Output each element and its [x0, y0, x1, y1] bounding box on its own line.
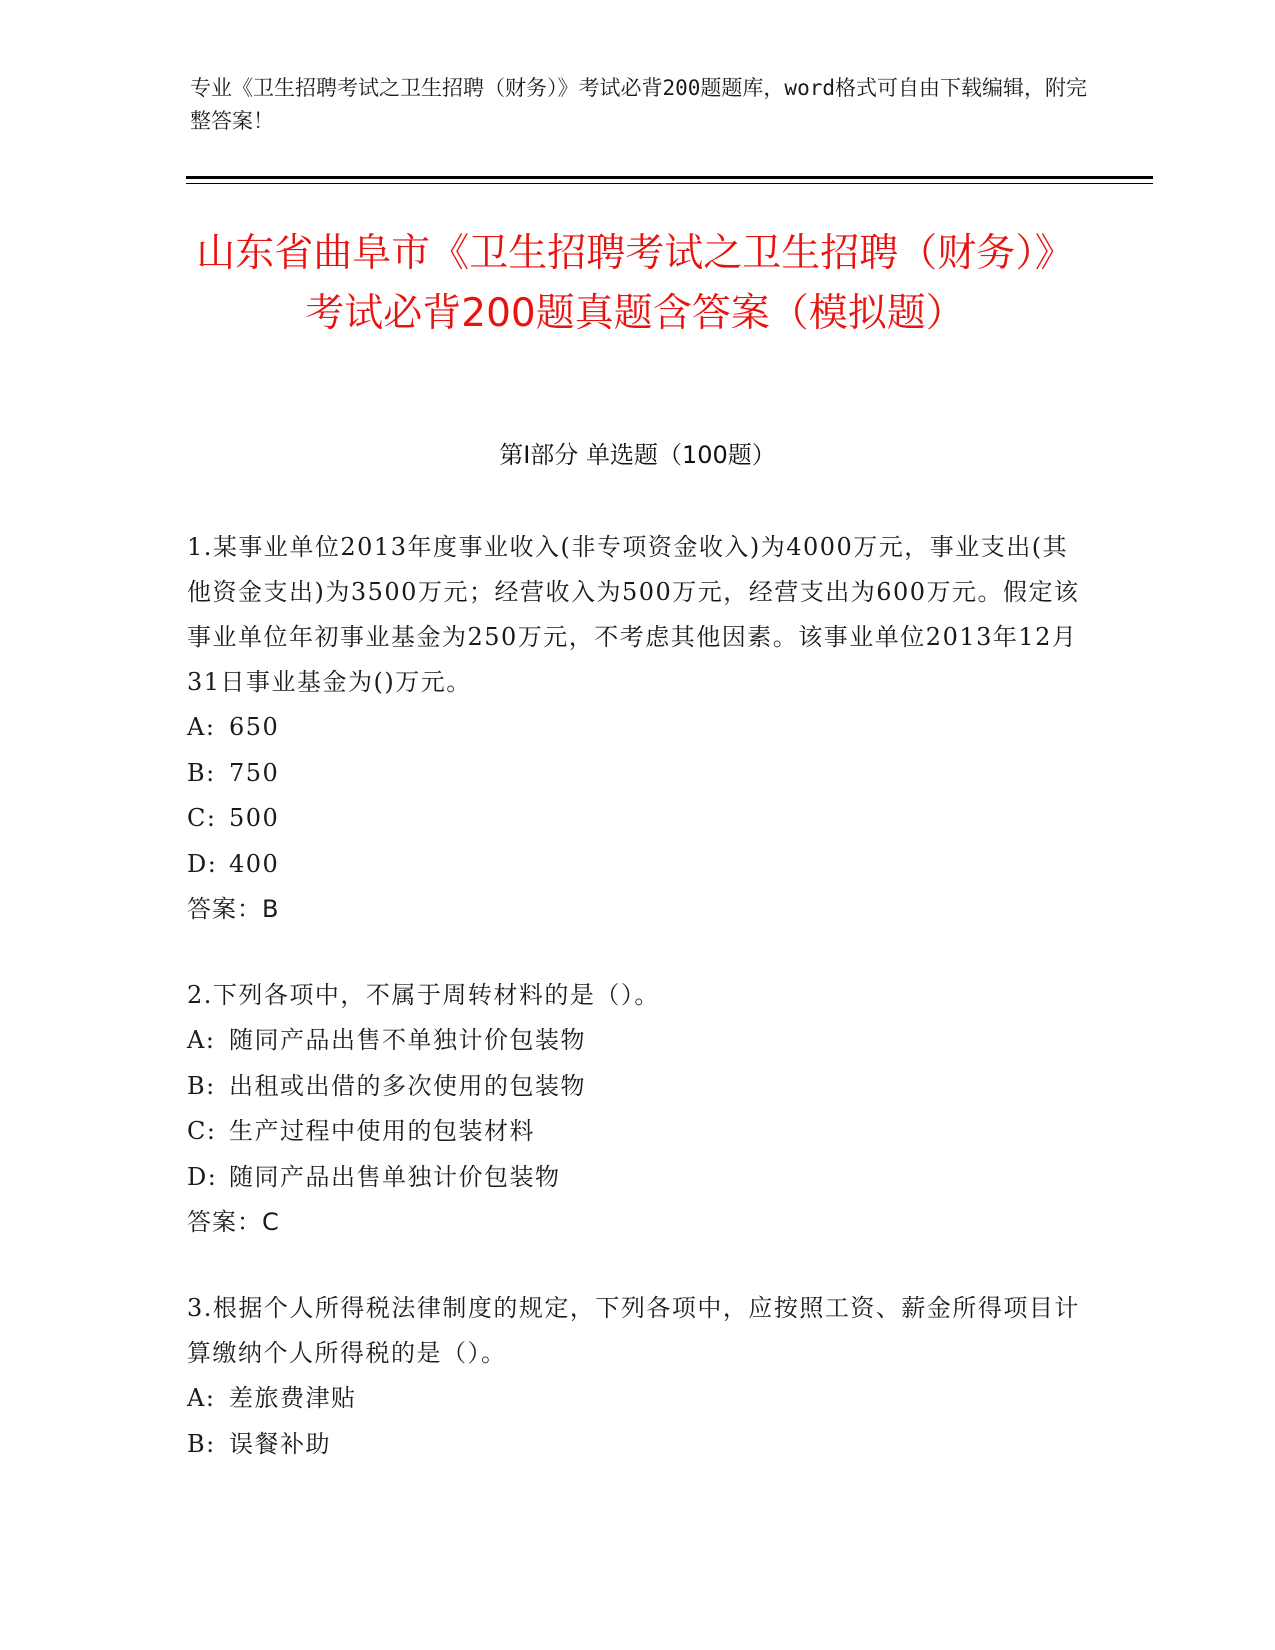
- option-letter: D:: [187, 1162, 218, 1191]
- question-list: [187, 525, 1087, 1508]
- option-c: [187, 796, 1087, 842]
- question-3: [187, 1286, 1087, 1467]
- option-text: 差旅费津贴: [229, 1384, 357, 1412]
- option-text: 随同产品出售单独计价包装物: [229, 1162, 561, 1191]
- option-text: 500: [229, 804, 280, 832]
- answer-label: 答案：: [187, 895, 262, 923]
- question-stem: 3.根据个人所得税法律制度的规定，下列各项中，应按照工资、薪金所得项目计算缴纳个人所得税的是（）。: [187, 1294, 1080, 1367]
- option-letter: B:: [187, 758, 216, 787]
- option-d: [187, 1155, 1087, 1201]
- answer-value: B: [262, 895, 280, 923]
- option-letter: A:: [187, 1026, 216, 1054]
- option-letter: C:: [187, 1117, 217, 1145]
- document-title: 山东省曲阜市《卫生招聘考试之卫生招聘（财务）》考试必背200题真题含答案（模拟题）: [196, 231, 1074, 336]
- option-text: 650: [229, 713, 280, 741]
- option-text: 生产过程中使用的包装材料: [229, 1117, 535, 1145]
- answer-line: [187, 1200, 1087, 1245]
- question-2: [187, 973, 1087, 1245]
- option-b: [187, 1064, 1087, 1110]
- header-rule-thin: [186, 183, 1153, 184]
- option-text: 750: [229, 758, 280, 787]
- option-text: 误餐补助: [229, 1429, 331, 1458]
- option-b: [187, 751, 1087, 797]
- answer-line: [187, 887, 1087, 932]
- option-d: [187, 842, 1087, 888]
- header-note: 专业《卫生招聘考试之卫生招聘（财务）》考试必背200题题库，word格式可自由下载编辑，附完整答案！: [190, 76, 1087, 133]
- option-a: [187, 1018, 1087, 1064]
- question-stem: 2.下列各项中，不属于周转材料的是（）。: [187, 981, 660, 1009]
- option-letter: A:: [187, 1384, 216, 1412]
- option-c: [187, 1109, 1087, 1155]
- option-letter: D:: [187, 849, 218, 878]
- option-a: [187, 705, 1087, 751]
- option-text: 出租或出借的多次使用的包装物: [229, 1071, 586, 1100]
- answer-value: C: [262, 1208, 280, 1236]
- question-stem: 1.某事业单位2013年度事业收入(非专项资金收入)为4000万元，事业支出(其他资金支出)为3500万元；经营收入为500万元，经营支出为600万元。假定该事业单位年初事业基金为250万元，不考虑其他因素。该事业单位2013年12月31日事业基金为()万元。: [187, 533, 1080, 696]
- option-letter: B:: [187, 1071, 216, 1100]
- option-b: [187, 1422, 1087, 1468]
- question-1: [187, 525, 1087, 932]
- answer-label: 答案：: [187, 1208, 262, 1236]
- option-text: 随同产品出售不单独计价包装物: [229, 1026, 586, 1054]
- section-title: 第I部分 单选题（100题）: [499, 441, 776, 469]
- option-text: 400: [229, 849, 280, 878]
- option-letter: C:: [187, 804, 217, 832]
- header-rule-thick: [186, 176, 1153, 179]
- option-a: [187, 1376, 1087, 1422]
- option-letter: A:: [187, 713, 216, 741]
- option-letter: B:: [187, 1429, 216, 1458]
